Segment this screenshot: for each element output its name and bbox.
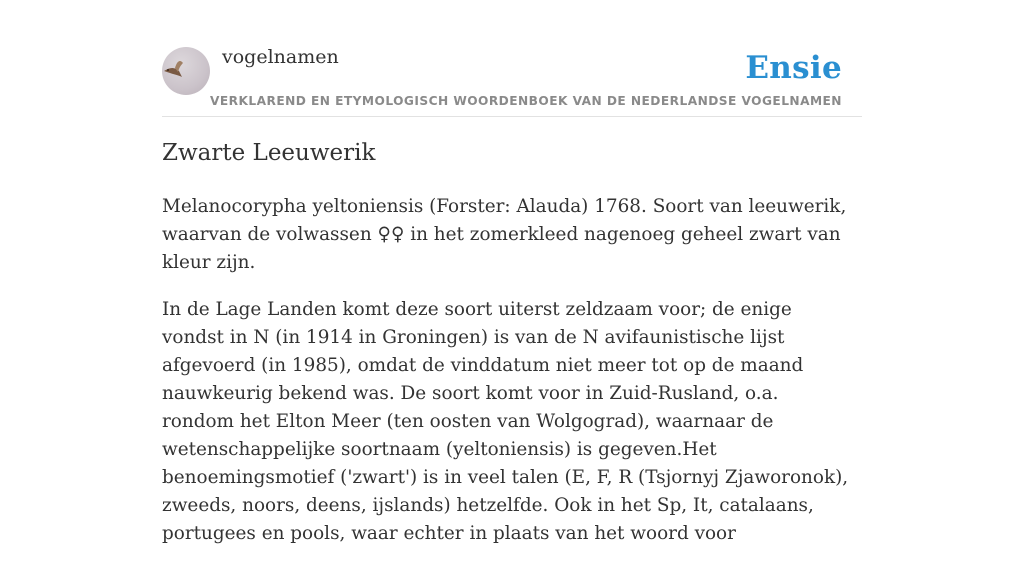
ensie-logo[interactable]: Ensie bbox=[745, 50, 842, 86]
article-body bbox=[162, 193, 852, 567]
article-paragraph: In de Lage Landen komt deze soort uiterst zeldzaam voor; de enige vondst in N (in 1914 in Groningen) is van de N avifaunistische lijst afgevoerd (in 1985), omdat de vinddatum niet meer tot op de maand nauwkeurig bekend was. De soort komt voor in Zuid-Rusland, o.a. rondom het Elton Meer (ten oosten van Wolgograd), waarnaar de wetenschappelijke soortnaam (yeltoniensis) is gegeven.Het benoemingsmotief ('zwart') is in veel talen (E, F, R (Tsjornyj Zjaworonok), zweeds, noors, deens, ijslands) hetzelfde. Ook in het Sp, It, catalaans, portugees en pools, waar echter in plaats van het woord voor bbox=[162, 299, 849, 544]
site-name-link[interactable]: vogelnamen bbox=[222, 46, 339, 68]
site-subtitle: VERKLAREND EN ETYMOLOGISCH WOORDENBOEK VAN DE NEDERLANDSE VOGELNAMEN bbox=[210, 94, 842, 108]
article-paragraph: Melanocorypha yeltoniensis (Forster: Alauda) 1768. Soort van leeuwerik, waarvan de volwassen ♀♀ in het zomerkleed nagenoeg geheel zwart van kleur zijn. bbox=[162, 196, 847, 273]
avatar[interactable] bbox=[162, 47, 210, 95]
page-title: Zwarte Leeuwerik bbox=[162, 140, 376, 166]
bird-icon bbox=[162, 47, 210, 95]
site-header bbox=[162, 40, 862, 117]
